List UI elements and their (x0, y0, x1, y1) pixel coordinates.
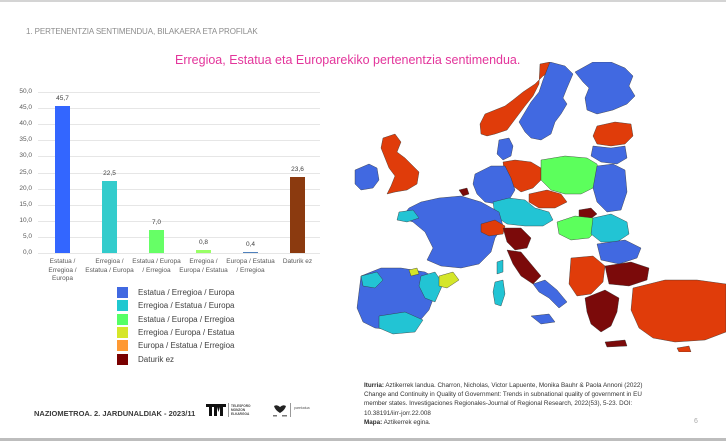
legend-item (117, 286, 235, 299)
bar (290, 177, 305, 253)
map-region-uk (381, 134, 419, 194)
map-region-lithuania (591, 146, 627, 164)
section-title: 1. PERTENENTZIA SENTIMENDUA, BILAKAERA ETA PROFILAK (26, 27, 258, 36)
x-axis-label: Erregioa / Estatua / Europa (85, 258, 134, 274)
bar-value-label: 0,8 (198, 239, 209, 247)
map-region-romania (591, 214, 629, 242)
source-citation (364, 381, 664, 427)
y-tick-label: 10,0 (19, 216, 32, 224)
map-region-sardinia (493, 280, 505, 306)
parekatua-logo-text: parekatua (294, 406, 310, 410)
y-tick-label: 5,0 (22, 232, 32, 240)
y-tick-label: 40,0 (19, 120, 32, 128)
legend-label: Erregioa / Estatua / Europa (138, 301, 235, 311)
bar-value-label: 0,4 (245, 240, 256, 248)
bar (102, 181, 117, 253)
y-tick-label: 50,0 (19, 88, 32, 95)
map-credit-label: Mapa: (364, 418, 383, 426)
logo-divider-2 (290, 403, 291, 417)
bar-value-label: 7,0 (151, 219, 162, 227)
legend-swatch (117, 327, 128, 338)
map-region-finland (575, 62, 635, 114)
x-axis-label: Estatua / Europa / Erregioa (132, 258, 181, 274)
map-credit-text: Aztikerrek egina. (383, 418, 431, 426)
bar-value-label: 23,6 (291, 166, 304, 173)
europe-regions-map (335, 62, 726, 352)
page-number: 6 (694, 418, 698, 425)
map-region-romania-south (597, 240, 641, 264)
y-tick-label: 15,0 (19, 200, 32, 208)
gridline (38, 253, 320, 254)
legend-label: Daturik ez (138, 354, 175, 364)
legend-item (117, 299, 235, 312)
source-text: Aztikerrek landua. Charron, Nicholas, Victor Lapuente, Monika Bauhr & Paola Annoni (2022) Change and Continuity in Quality of Government: Trends in subnational quality of government in EU member states. Investigaciones Regionales-Journal of Regional Research, 2022(53), 5-23. DOI: 10.38191/iirr-jorr.22.008 (364, 382, 643, 417)
x-axis-label: Erregioa / Europa / Estatua (179, 258, 228, 274)
bar (55, 106, 70, 253)
legend-label: Estatua / Erregioa / Europa (138, 288, 235, 298)
bar (149, 230, 164, 253)
slide-title: Erregioa, Estatua eta Europarekiko pertenentzia sentimendua. (175, 53, 521, 67)
x-axis-label: Daturik ez (282, 258, 313, 265)
legend-label: Estatua / Europa / Erregioa (138, 314, 235, 324)
y-tick-label: 20,0 (19, 184, 32, 192)
x-axis-label: Europa / Estatua / Erregioa (226, 258, 275, 274)
legend-item (117, 313, 235, 326)
bar-value-label: 22,5 (103, 169, 116, 177)
legend-label: Erregioa / Europa / Estatua (138, 328, 235, 338)
map-region-greece (585, 290, 619, 332)
x-axis-label: Estatua / Erregioa / Europa (48, 258, 77, 282)
map-region-ireland (355, 164, 379, 190)
legend-swatch (117, 287, 128, 298)
map-region-denmark (497, 138, 513, 160)
y-tick-label: 25,0 (19, 168, 32, 176)
legend-item (117, 339, 235, 352)
legend-item (117, 326, 235, 339)
upv-ehu-logo-icon (272, 404, 288, 418)
legend-swatch (117, 340, 128, 351)
map-region-italy-central (507, 250, 541, 284)
legend-label: Europa / Estatua / Erregioa (138, 341, 235, 351)
y-tick-label: 30,0 (19, 152, 32, 160)
map-region-east-blue (593, 164, 627, 212)
map-region-belgium-dark (459, 188, 469, 196)
source-label: Iturria: (364, 382, 384, 389)
map-region-sicily (531, 314, 555, 324)
map-region-italy-south (533, 280, 567, 308)
bar-value-label: 45,7 (56, 94, 69, 102)
telesforo-monzon-logo-icon (206, 404, 226, 416)
y-tick-label: 45,0 (19, 104, 32, 112)
legend-swatch (117, 300, 128, 311)
bar (196, 250, 211, 253)
map-region-catalonia (439, 272, 459, 288)
legend-swatch (117, 314, 128, 325)
plot-area (38, 92, 320, 253)
bar (243, 252, 258, 253)
y-tick-label: 35,0 (19, 136, 32, 144)
map-region-north-italy (503, 228, 531, 250)
map-region-corsica (497, 260, 503, 274)
legend-swatch (117, 354, 128, 365)
map-region-estonia-latvia (593, 122, 633, 146)
y-tick-label: 0,0 (22, 249, 32, 256)
map-region-cyprus (677, 346, 691, 352)
telesforo-monzon-logo-text: TELESFORO MONZON ELKARGOA (231, 404, 251, 416)
map-region-poland (541, 156, 599, 194)
event-footer: NAZIOMETROA. 2. JARDUNALDIAK - 2023/11 (34, 409, 196, 418)
map-region-bulgaria (605, 262, 649, 286)
map-legend (117, 286, 235, 366)
map-region-crete (605, 340, 627, 347)
bar-chart (0, 80, 330, 290)
map-region-balkans (569, 256, 605, 296)
logo-divider (228, 403, 229, 417)
map-region-turkey (631, 280, 726, 342)
legend-item (117, 352, 235, 365)
top-divider (0, 0, 726, 2)
